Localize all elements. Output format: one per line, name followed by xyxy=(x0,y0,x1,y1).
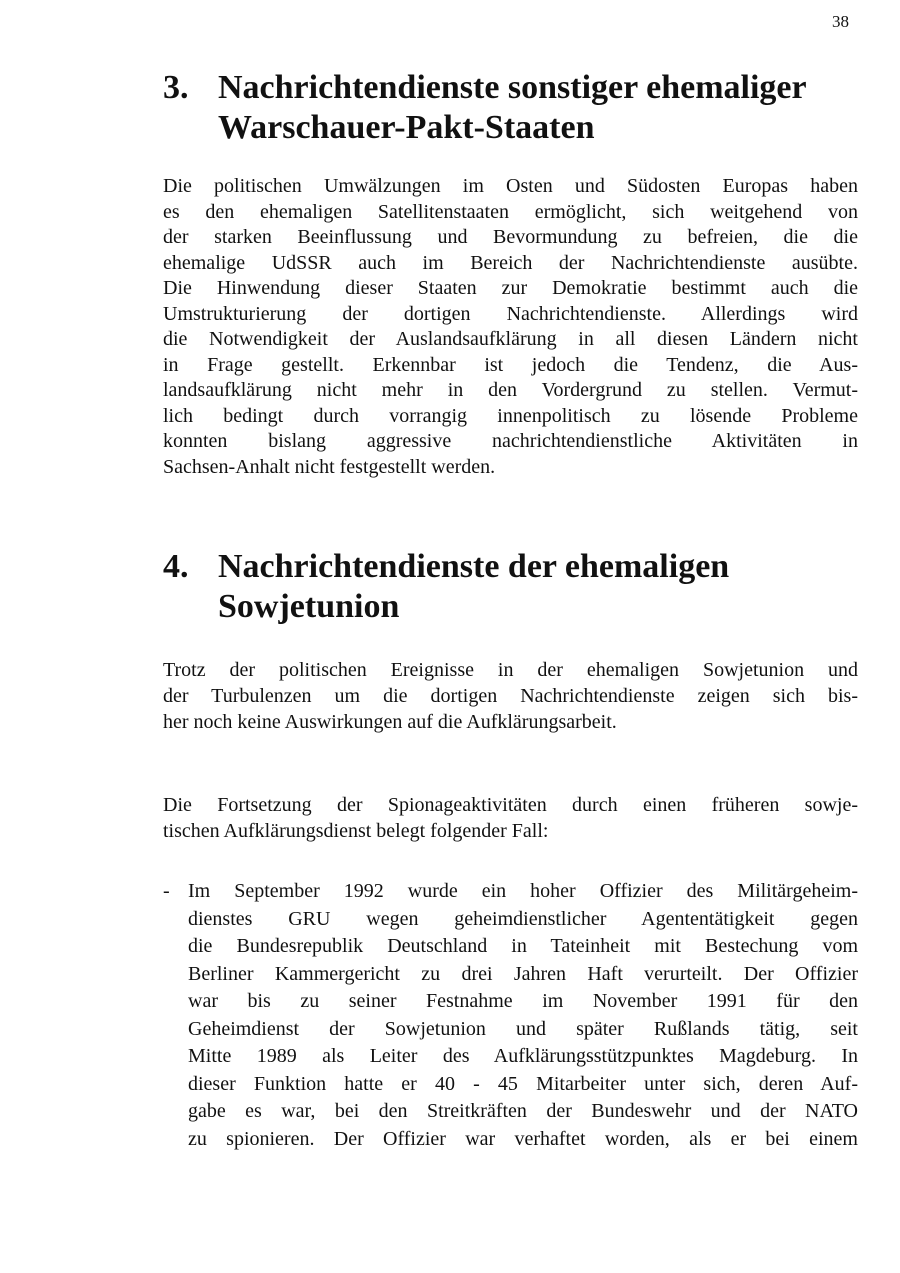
text-line: Mitte 1989 als Leiter des Aufklärungsstützpunktes Magdeburg. In xyxy=(188,1045,858,1067)
text-line: konnten bislang aggressive nachrichtendienstliche Aktivitäten in xyxy=(163,430,858,452)
text-line: Die Hinwendung dieser Staaten zur Demokratie bestimmt auch die xyxy=(163,277,858,299)
page-number: 38 xyxy=(832,12,849,31)
section-number: 3. xyxy=(163,69,189,106)
section-3-heading xyxy=(163,68,807,148)
text-line: landsaufklärung nicht mehr in den Vordergrund zu stellen. Vermut- xyxy=(163,379,858,401)
section-4-heading xyxy=(163,547,729,627)
list-item-text xyxy=(188,878,858,1153)
text-line: der starken Beeinflussung und Bevormundung zu befreien, die die xyxy=(163,226,858,248)
text-line: der Turbulenzen um die dortigen Nachrichtendienste zeigen sich bis- xyxy=(163,685,858,707)
text-line: Umstrukturierung der dortigen Nachrichtendienste. Allerdings wird xyxy=(163,302,858,325)
heading-line: Nachrichtendienste der ehemaligen xyxy=(218,548,730,585)
section-3-paragraph xyxy=(163,174,858,480)
text-line: Trotz der politischen Ereignisse in der ehemaligen Sowjetunion und xyxy=(163,659,858,681)
text-line: gabe es war, bei den Streitkräften der Bundeswehr und der NATO xyxy=(188,1100,858,1122)
text-line: es den ehemaligen Satellitenstaaten ermöglicht, sich weitgehend von xyxy=(163,200,858,223)
heading-line: Warschauer-Pakt-Staaten xyxy=(218,109,595,146)
text-line: Die Fortsetzung der Spionageaktivitäten durch einen früheren sowje- xyxy=(163,794,858,816)
text-line: war bis zu seiner Festnahme im November 1991 für den xyxy=(188,990,858,1012)
text-line: Im September 1992 wurde ein hoher Offizier des Militärgeheim- xyxy=(188,880,858,902)
section-4-paragraph-1 xyxy=(163,657,858,735)
text-line: die Bundesrepublik Deutschland in Tateinheit mit Bestechung vom xyxy=(188,935,858,957)
text-line: lich bedingt durch vorrangig innenpolitisch zu lösende Probleme xyxy=(163,404,858,427)
section-number: 4. xyxy=(163,548,189,585)
text-line: zu spionieren. Der Offizier war verhaftet worden, als er bei einem xyxy=(188,1127,858,1150)
text-line: Die politischen Umwälzungen im Osten und Südosten Europas haben xyxy=(163,175,858,197)
text-line: her noch keine Auswirkungen auf die Aufklärungsarbeit. xyxy=(163,711,617,733)
text-line: ehemalige UdSSR auch im Bereich der Nachrichtendienste ausübte. xyxy=(163,251,858,274)
text-line: dieser Funktion hatte er 40 - 45 Mitarbeiter unter sich, deren Auf- xyxy=(188,1072,858,1095)
text-line: in Frage gestellt. Erkennbar ist jedoch die Tendenz, die Aus- xyxy=(163,353,858,376)
text-line: Geheimdienst der Sowjetunion und später Rußlands tätig, seit xyxy=(188,1017,858,1040)
heading-line: Sowjetunion xyxy=(218,588,400,625)
text-line: tischen Aufklärungsdienst belegt folgender Fall: xyxy=(163,820,549,842)
section-4-paragraph-2 xyxy=(163,792,858,844)
text-line: Berliner Kammergericht zu drei Jahren Haft verurteilt. Der Offizier xyxy=(188,962,858,985)
case-list-item xyxy=(163,878,858,1153)
text-line: Sachsen-Anhalt nicht festgestellt werden. xyxy=(163,455,496,478)
text-line: dienstes GRU wegen geheimdienstlicher Agententätigkeit gegen xyxy=(188,907,858,930)
heading-line: Nachrichtendienste sonstiger ehemaliger xyxy=(218,69,807,106)
text-line: die Notwendigkeit der Auslandsaufklärung in all diesen Ländern nicht xyxy=(163,328,858,350)
list-dash: - xyxy=(163,880,170,902)
